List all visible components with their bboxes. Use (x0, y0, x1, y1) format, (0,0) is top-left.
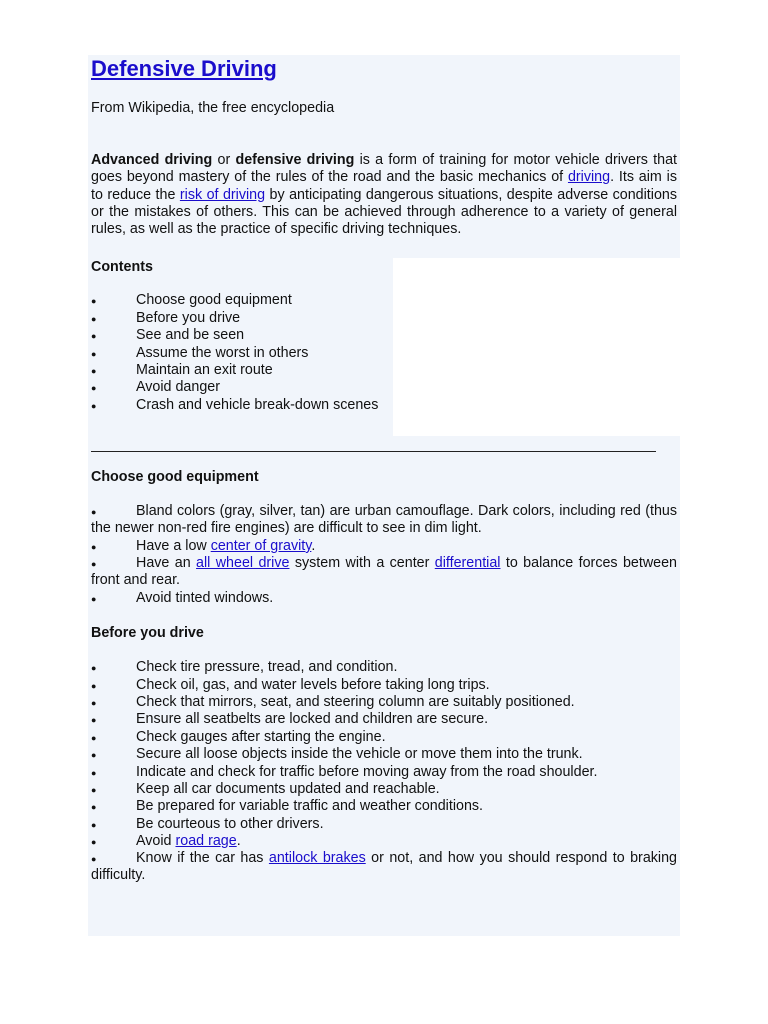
list-item: ● Check tire pressure, tread, and condition. (91, 659, 677, 676)
contents-heading: Contents (91, 259, 153, 275)
list-item: ● Bland colors (gray, silver, tan) are urban camouflage. Dark colors, including red (thus the newer non-red fire engines) are difficult to see in dim light. (91, 503, 677, 537)
intro-text-3: . Its aim is to reduce the (91, 169, 677, 203)
contents-item[interactable]: ● See and be seen (91, 327, 677, 344)
link-center-of-gravity[interactable]: center of gravity (210, 538, 312, 554)
link-all-wheel-drive[interactable]: all wheel drive (196, 555, 290, 571)
link-antilock-brakes[interactable]: antilock brakes (268, 850, 366, 866)
bullet-icon: ● (91, 314, 97, 324)
list-item: ● Check oil, gas, and water levels before taking long trips. (91, 677, 677, 694)
link-road-rage[interactable]: road rage (175, 833, 237, 849)
bullet-icon: ● (91, 296, 97, 306)
bullet-icon: ● (91, 820, 97, 830)
bullet-icon: ● (91, 698, 97, 708)
bullet-icon: ● (91, 401, 97, 411)
document-page (88, 55, 680, 936)
contents-item[interactable]: ● Crash and vehicle break-down scenes (91, 397, 677, 414)
list-item: ● Know if the car has antilock brakes or not, and how you should respond to braking difficulty. (91, 850, 677, 884)
intro-paragraph (91, 152, 677, 238)
article-source: From Wikipedia, the free encyclopedia (91, 100, 335, 116)
list-item: ● Avoid tinted windows. (91, 590, 677, 607)
link-driving[interactable]: driving (567, 169, 611, 186)
list-item: ● Have an all wheel drive system with a center differential to balance forces between front and rear. (91, 555, 677, 589)
bullet-icon: ● (91, 663, 97, 673)
intro-text-2: is a form of training for motor vehicle drivers that goes beyond mastery of the rules of the road and the basic mechanics of (91, 152, 677, 186)
bullet-icon: ● (91, 349, 97, 359)
link-differential[interactable]: differential (434, 555, 501, 571)
bullet-icon: ● (91, 559, 97, 569)
bullet-icon: ● (91, 733, 97, 743)
contents-item[interactable]: ● Maintain an exit route (91, 362, 677, 379)
list-item: ● Check that mirrors, seat, and steering column are suitably positioned. (91, 694, 677, 711)
contents-item[interactable]: ● Before you drive (91, 310, 677, 327)
bullet-icon: ● (91, 366, 97, 376)
bullet-icon: ● (91, 768, 97, 778)
bullet-icon: ● (91, 507, 97, 517)
section-heading-before-you-drive: Before you drive (91, 625, 204, 641)
list-item: ● Avoid road rage. (91, 833, 677, 850)
list-item: ● Check gauges after starting the engine. (91, 729, 677, 746)
bullet-icon: ● (91, 594, 97, 604)
bullet-icon: ● (91, 542, 97, 552)
link-risk-of-driving[interactable]: risk of driving (179, 186, 266, 203)
list-item: ● Be prepared for variable traffic and weather conditions. (91, 798, 677, 815)
bullet-icon: ● (91, 331, 97, 341)
list-item: ● Secure all loose objects inside the vehicle or move them into the trunk. (91, 746, 677, 763)
list-item: ● Be courteous to other drivers. (91, 816, 677, 833)
contents-item[interactable]: ● Choose good equipment (91, 292, 677, 309)
bullet-icon: ● (91, 802, 97, 812)
contents-item[interactable]: ● Avoid danger (91, 379, 677, 396)
section-divider (91, 451, 656, 452)
bullet-icon: ● (91, 854, 97, 864)
bullet-icon: ● (91, 750, 97, 760)
bullet-icon: ● (91, 383, 97, 393)
contents-item[interactable]: ● Assume the worst in others (91, 345, 677, 362)
bullet-icon: ● (91, 715, 97, 725)
bullet-icon: ● (91, 681, 97, 691)
list-item: ● Have a low center of gravity. (91, 538, 677, 555)
intro-text-1: or (212, 152, 236, 168)
intro-bold-term-2: defensive driving (235, 152, 355, 168)
section-heading-equipment: Choose good equipment (91, 469, 259, 485)
article-title[interactable]: Defensive Driving (91, 56, 277, 81)
list-item: ● Indicate and check for traffic before moving away from the road shoulder. (91, 764, 677, 781)
list-item: ● Ensure all seatbelts are locked and children are secure. (91, 711, 677, 728)
bullet-icon: ● (91, 785, 97, 795)
list-item: ● Keep all car documents updated and reachable. (91, 781, 677, 798)
bullet-icon: ● (91, 837, 97, 847)
intro-text-4: by anticipating dangerous situations, despite adverse conditions or the mistakes of others. This can be achieved through adherence to a variety of general rules, as well as the practice of specific driving techniques. (91, 186, 678, 238)
intro-bold-term-1: Advanced driving (91, 152, 213, 168)
